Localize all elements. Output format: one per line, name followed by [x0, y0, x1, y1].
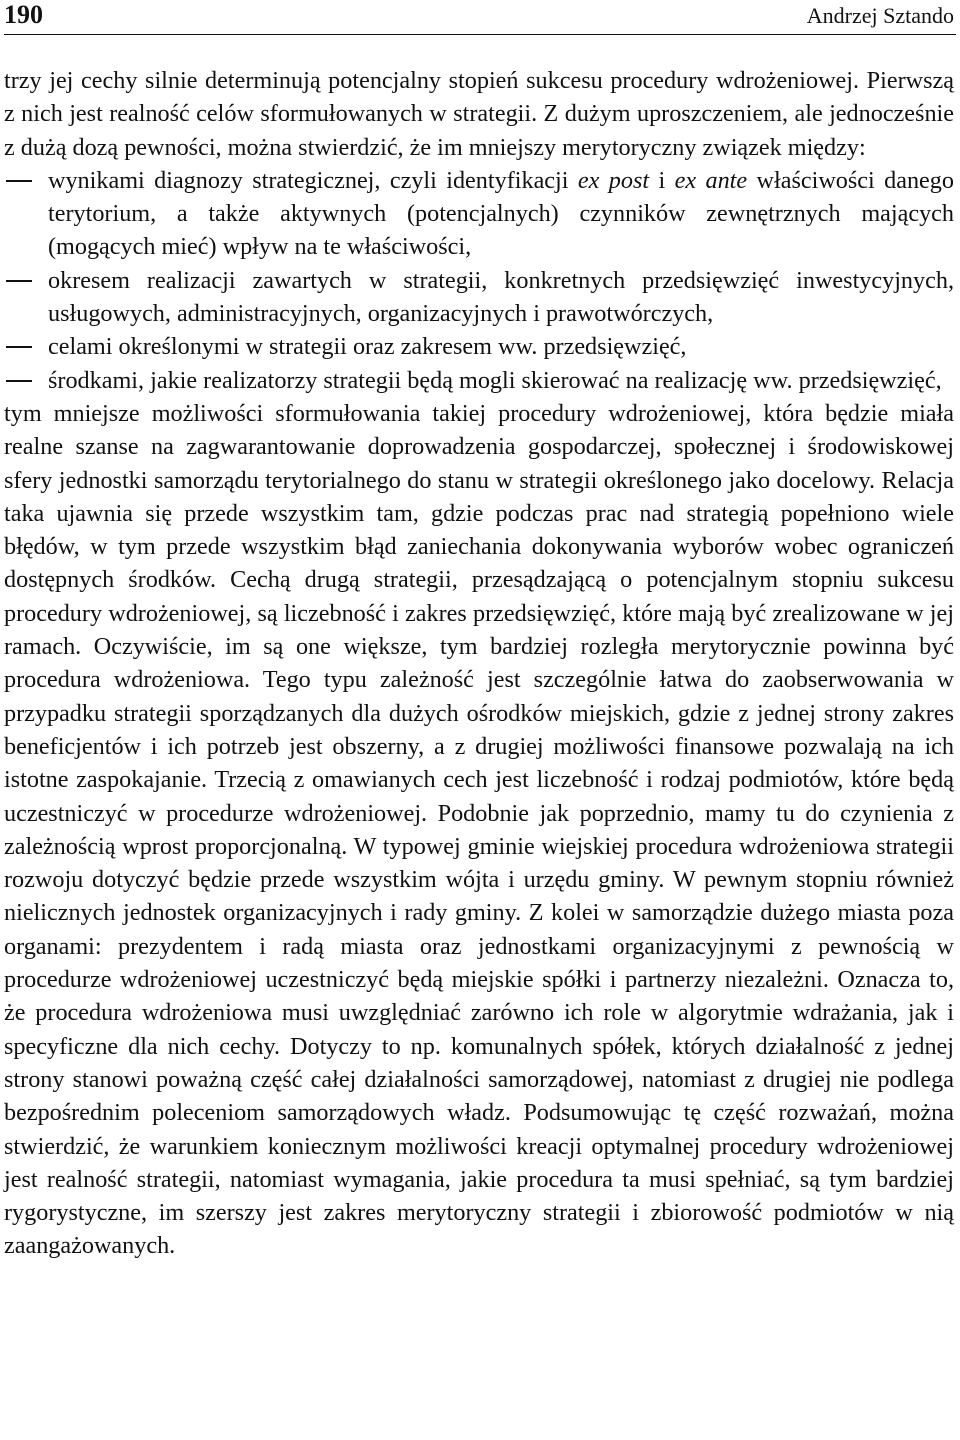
list-item-text: właściwości danego terytorium, a także aktywnych (potencjalnych) czynników zewnętrznych mających (mogących mieć) wpływ na te właściwości, [48, 166, 954, 261]
italic-term: ex post [577, 166, 650, 194]
list-item-text: okresem realizacji zawartych w strategii, konkretnych przedsięwzięć inwestycyjnych, usługowych, administracyjnych, organizacyjnych i prawotwórczych, [48, 266, 954, 328]
main-paragraph: tym mniejsze możliwości sformułowania takiej procedury wdrożeniowej, która będzie miała realne szanse na zagwarantowanie doprowadzenia gospodarczej, społecznej i środowiskowej sfery jednostki samorządu terytorialnego do stanu w strategii określonego jako docelowy. Relacja taka ujawnia się przede wszystkim tam, gdzie podczas prac nad strategią popełniono wiele błędów, w tym przede wszystkim błąd zaniechania dokonywania wyborów wobec ograniczeń dostępnych środków. Cechą drugą strategii, przesądzającą o potencjalnym stopniu sukcesu procedury wdrożeniowej, są liczebność i zakres przedsięwzięć, które mają być zrealizowane w jej ramach. Oczywiście, im są one większe, tym bardziej rozległa merytorycznie powinna być procedura wdrożeniowa. Tego typu zależność jest szczególnie łatwa do zaobserwowania w przypadku strategii sporządzanych dla dużych ośrodków miejskich, gdzie z jednej strony zakres beneficjentów i ich potrzeb jest obszerny, a z drugiej możliwości finansowe pozwalają na ich istotne zaspokajanie. Trzecią z omawianych cech jest liczebność i rodzaj podmiotów, które będą uczestniczyć w procedurze wdrożeniowej. Podobnie jak poprzednio, mamy tu do czynienia z zależnością wprost proporcjonalną. W typowej gminie wiejskiej procedura wdrożeniowa strategii rozwoju dotyczyć będzie przede wszystkim wójta i urzędu gminy. W pewnym stopniu również nielicznych jednostek organizacyjnych i rady gminy. Z kolei w samorządzie dużego miasta poza organami: prezydentem i radą miasta oraz jednostkami organizacyjnymi z pewnością w procedurze wdrożeniowej uczestniczyć będą miejskie spółki i partnerzy niezależni. Oznacza to, że procedura wdrożeniowa musi uwzględniać zarówno ich role w algorytmie wdrażania, jak i specyficzne dla nich cechy. Dotyczy to np. komunalnych spółek, których działalność z jednej strony stanowi poważną część całej działalności samorządowej, natomiast z drugiej nie podlega bezpośrednim poleceniom samorządowych władz. Podsumowując tę część rozważań, można stwierdzić, że warunkiem koniecznym możliwości kreacji optymalnej procedury wdrożeniowej jest realność strategii, natomiast wymagania, jakie procedura ta musi spełniać, są tym bardziej rygorystyczne, im szerszy jest zakres merytoryczny strategii i zbiorowość podmiotów w nią zaangażowanych. [4, 399, 954, 1260]
list-item-text: środkami, jakie realizatorzy strategii będą mogli skierować na realizację ww. przedsięwzięć, [48, 366, 942, 394]
list-item-text: wynikami diagnozy strategicznej, czyli identyfikacji [48, 166, 578, 194]
dash-list [4, 164, 954, 397]
page-number: 190 [4, 0, 43, 29]
page-body [4, 64, 954, 1263]
list-item [4, 264, 954, 331]
list-item [4, 364, 954, 397]
italic-term: ex ante [674, 166, 748, 194]
list-item-text: i [649, 166, 675, 194]
list-item [4, 164, 954, 264]
running-head-author: Andrzej Sztando [806, 3, 954, 28]
intro-paragraph: trzy jej cechy silnie determinują potencjalny stopień sukcesu procedury wdrożeniowej. Pierwszą z nich jest realność celów sformułowanych w strategii. Z dużym uproszczeniem, ale jednocześnie z dużą dozą pewności, można stwierdzić, że im mniejszy merytoryczny związek między: [4, 67, 954, 161]
page-header [4, 0, 956, 35]
list-item [4, 330, 954, 363]
list-item-text: celami określonymi w strategii oraz zakresem ww. przedsięwzięć, [48, 333, 687, 361]
